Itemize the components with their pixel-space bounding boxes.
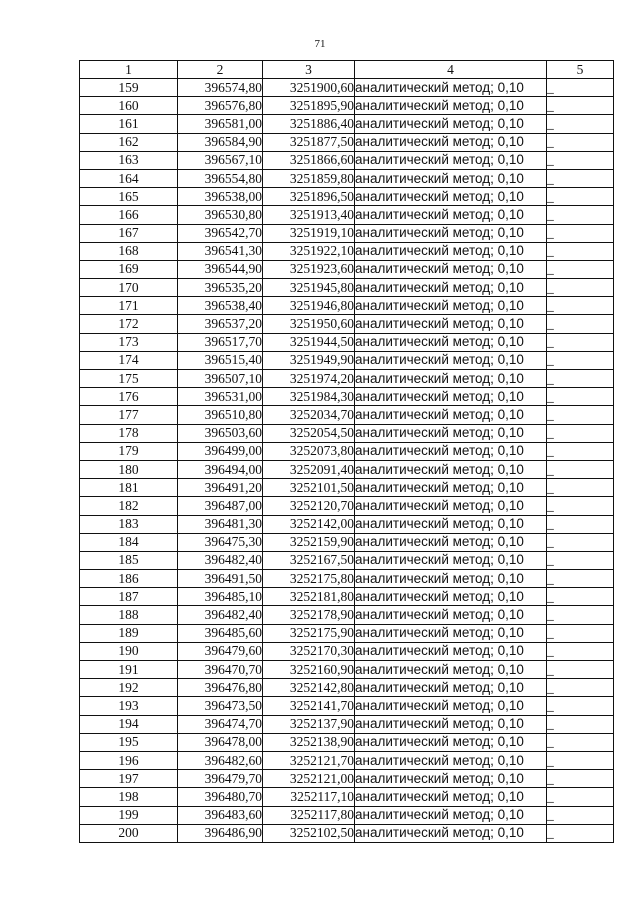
method-cell: аналитический метод; 0,10 xyxy=(355,351,547,369)
point-number-cell: 190 xyxy=(80,642,178,660)
x-coordinate-cell: 396542,70 xyxy=(178,224,263,242)
x-coordinate-cell: 396478,00 xyxy=(178,733,263,751)
method-cell: аналитический метод; 0,10 xyxy=(355,460,547,478)
table-row xyxy=(80,606,614,624)
x-coordinate-cell: 396475,30 xyxy=(178,533,263,551)
x-coordinate-cell: 396491,20 xyxy=(178,479,263,497)
point-number-cell: 174 xyxy=(80,351,178,369)
method-cell: аналитический метод; 0,10 xyxy=(355,188,547,206)
y-coordinate-cell: 3251919,10 xyxy=(263,224,355,242)
x-coordinate-cell: 396482,40 xyxy=(178,606,263,624)
y-coordinate-cell: 3251895,90 xyxy=(263,97,355,115)
x-coordinate-cell: 396485,10 xyxy=(178,588,263,606)
table-row xyxy=(80,224,614,242)
y-coordinate-cell: 3252117,10 xyxy=(263,788,355,806)
note-cell: _ xyxy=(547,333,614,351)
table-row xyxy=(80,206,614,224)
method-cell: аналитический метод; 0,10 xyxy=(355,297,547,315)
method-cell: аналитический метод; 0,10 xyxy=(355,697,547,715)
note-cell: _ xyxy=(547,442,614,460)
x-coordinate-cell: 396517,70 xyxy=(178,333,263,351)
point-number-cell: 189 xyxy=(80,624,178,642)
point-number-cell: 196 xyxy=(80,751,178,769)
y-coordinate-cell: 3252138,90 xyxy=(263,733,355,751)
note-cell: _ xyxy=(547,751,614,769)
y-coordinate-cell: 3251922,10 xyxy=(263,242,355,260)
x-coordinate-cell: 396537,20 xyxy=(178,315,263,333)
table-row xyxy=(80,115,614,133)
point-number-cell: 194 xyxy=(80,715,178,733)
method-cell: аналитический метод; 0,10 xyxy=(355,497,547,515)
table-row xyxy=(80,715,614,733)
note-cell: _ xyxy=(547,479,614,497)
y-coordinate-cell: 3252137,90 xyxy=(263,715,355,733)
table-row xyxy=(80,188,614,206)
x-coordinate-cell: 396576,80 xyxy=(178,97,263,115)
method-cell: аналитический метод; 0,10 xyxy=(355,424,547,442)
note-cell: _ xyxy=(547,624,614,642)
method-cell: аналитический метод; 0,10 xyxy=(355,133,547,151)
note-cell: _ xyxy=(547,297,614,315)
point-number-cell: 172 xyxy=(80,315,178,333)
y-coordinate-cell: 3252121,00 xyxy=(263,770,355,788)
method-cell: аналитический метод; 0,10 xyxy=(355,79,547,97)
note-cell: _ xyxy=(547,497,614,515)
point-number-cell: 187 xyxy=(80,588,178,606)
point-number-cell: 177 xyxy=(80,406,178,424)
note-cell: _ xyxy=(547,551,614,569)
y-coordinate-cell: 3251945,80 xyxy=(263,279,355,297)
point-number-cell: 184 xyxy=(80,533,178,551)
table-row xyxy=(80,533,614,551)
x-coordinate-cell: 396541,30 xyxy=(178,242,263,260)
note-cell: _ xyxy=(547,406,614,424)
table-header xyxy=(80,61,614,79)
point-number-cell: 171 xyxy=(80,297,178,315)
method-cell: аналитический метод; 0,10 xyxy=(355,370,547,388)
x-coordinate-cell: 396483,60 xyxy=(178,806,263,824)
point-number-cell: 169 xyxy=(80,260,178,278)
y-coordinate-cell: 3252167,50 xyxy=(263,551,355,569)
table-row xyxy=(80,151,614,169)
method-cell: аналитический метод; 0,10 xyxy=(355,551,547,569)
x-coordinate-cell: 396515,40 xyxy=(178,351,263,369)
y-coordinate-cell: 3252054,50 xyxy=(263,424,355,442)
method-cell: аналитический метод; 0,10 xyxy=(355,588,547,606)
point-number-cell: 160 xyxy=(80,97,178,115)
table-row xyxy=(80,661,614,679)
x-coordinate-cell: 396503,60 xyxy=(178,424,263,442)
point-number-cell: 188 xyxy=(80,606,178,624)
method-cell: аналитический метод; 0,10 xyxy=(355,606,547,624)
point-number-cell: 164 xyxy=(80,169,178,187)
x-coordinate-cell: 396473,50 xyxy=(178,697,263,715)
note-cell: _ xyxy=(547,133,614,151)
method-cell: аналитический метод; 0,10 xyxy=(355,824,547,842)
method-cell: аналитический метод; 0,10 xyxy=(355,751,547,769)
y-coordinate-cell: 3252181,80 xyxy=(263,588,355,606)
x-coordinate-cell: 396581,00 xyxy=(178,115,263,133)
table-row xyxy=(80,479,614,497)
x-coordinate-cell: 396491,50 xyxy=(178,570,263,588)
method-cell: аналитический метод; 0,10 xyxy=(355,151,547,169)
point-number-cell: 195 xyxy=(80,733,178,751)
y-coordinate-cell: 3251946,80 xyxy=(263,297,355,315)
point-number-cell: 162 xyxy=(80,133,178,151)
point-number-cell: 193 xyxy=(80,697,178,715)
x-coordinate-cell: 396476,80 xyxy=(178,679,263,697)
header-cell-3: 3 xyxy=(263,61,355,79)
x-coordinate-cell: 396485,60 xyxy=(178,624,263,642)
note-cell: _ xyxy=(547,188,614,206)
table-row xyxy=(80,551,614,569)
point-number-cell: 167 xyxy=(80,224,178,242)
method-cell: аналитический метод; 0,10 xyxy=(355,570,547,588)
y-coordinate-cell: 3252091,40 xyxy=(263,460,355,478)
x-coordinate-cell: 396479,70 xyxy=(178,770,263,788)
table-row xyxy=(80,770,614,788)
note-cell: _ xyxy=(547,169,614,187)
point-number-cell: 159 xyxy=(80,79,178,97)
table-row xyxy=(80,388,614,406)
table-row xyxy=(80,624,614,642)
note-cell: _ xyxy=(547,642,614,660)
note-cell: _ xyxy=(547,151,614,169)
header-row xyxy=(80,61,614,79)
note-cell: _ xyxy=(547,460,614,478)
note-cell: _ xyxy=(547,79,614,97)
table-body xyxy=(80,79,614,843)
coordinates-table xyxy=(79,60,614,843)
table-row xyxy=(80,733,614,751)
y-coordinate-cell: 3251950,60 xyxy=(263,315,355,333)
y-coordinate-cell: 3252142,00 xyxy=(263,515,355,533)
table-row xyxy=(80,351,614,369)
header-cell-4: 4 xyxy=(355,61,547,79)
point-number-cell: 191 xyxy=(80,661,178,679)
y-coordinate-cell: 3252175,80 xyxy=(263,570,355,588)
page-number: 71 xyxy=(314,38,326,50)
y-coordinate-cell: 3251886,40 xyxy=(263,115,355,133)
table-row xyxy=(80,806,614,824)
x-coordinate-cell: 396470,70 xyxy=(178,661,263,679)
x-coordinate-cell: 396538,40 xyxy=(178,297,263,315)
method-cell: аналитический метод; 0,10 xyxy=(355,770,547,788)
method-cell: аналитический метод; 0,10 xyxy=(355,806,547,824)
y-coordinate-cell: 3252160,90 xyxy=(263,661,355,679)
method-cell: аналитический метод; 0,10 xyxy=(355,533,547,551)
y-coordinate-cell: 3252142,80 xyxy=(263,679,355,697)
y-coordinate-cell: 3252073,80 xyxy=(263,442,355,460)
y-coordinate-cell: 3252175,90 xyxy=(263,624,355,642)
x-coordinate-cell: 396554,80 xyxy=(178,169,263,187)
point-number-cell: 183 xyxy=(80,515,178,533)
method-cell: аналитический метод; 0,10 xyxy=(355,315,547,333)
x-coordinate-cell: 396574,80 xyxy=(178,79,263,97)
y-coordinate-cell: 3251866,60 xyxy=(263,151,355,169)
table-row xyxy=(80,497,614,515)
y-coordinate-cell: 3252101,50 xyxy=(263,479,355,497)
y-coordinate-cell: 3251913,40 xyxy=(263,206,355,224)
table-row xyxy=(80,406,614,424)
table-row xyxy=(80,169,614,187)
x-coordinate-cell: 396481,30 xyxy=(178,515,263,533)
x-coordinate-cell: 396567,10 xyxy=(178,151,263,169)
x-coordinate-cell: 396479,60 xyxy=(178,642,263,660)
point-number-cell: 175 xyxy=(80,370,178,388)
method-cell: аналитический метод; 0,10 xyxy=(355,642,547,660)
point-number-cell: 170 xyxy=(80,279,178,297)
table-row xyxy=(80,242,614,260)
note-cell: _ xyxy=(547,242,614,260)
y-coordinate-cell: 3251984,30 xyxy=(263,388,355,406)
x-coordinate-cell: 396499,00 xyxy=(178,442,263,460)
method-cell: аналитический метод; 0,10 xyxy=(355,97,547,115)
table-row xyxy=(80,424,614,442)
point-number-cell: 173 xyxy=(80,333,178,351)
table-row xyxy=(80,515,614,533)
table-row xyxy=(80,570,614,588)
note-cell: _ xyxy=(547,424,614,442)
method-cell: аналитический метод; 0,10 xyxy=(355,442,547,460)
header-cell-1: 1 xyxy=(80,61,178,79)
y-coordinate-cell: 3251896,50 xyxy=(263,188,355,206)
method-cell: аналитический метод; 0,10 xyxy=(355,788,547,806)
table-row xyxy=(80,370,614,388)
note-cell: _ xyxy=(547,533,614,551)
method-cell: аналитический метод; 0,10 xyxy=(355,279,547,297)
x-coordinate-cell: 396584,90 xyxy=(178,133,263,151)
table-row xyxy=(80,133,614,151)
point-number-cell: 168 xyxy=(80,242,178,260)
table-row xyxy=(80,588,614,606)
table-row xyxy=(80,97,614,115)
table-row xyxy=(80,460,614,478)
y-coordinate-cell: 3252159,90 xyxy=(263,533,355,551)
y-coordinate-cell: 3251859,80 xyxy=(263,169,355,187)
method-cell: аналитический метод; 0,10 xyxy=(355,661,547,679)
note-cell: _ xyxy=(547,315,614,333)
note-cell: _ xyxy=(547,606,614,624)
note-cell: _ xyxy=(547,515,614,533)
note-cell: _ xyxy=(547,770,614,788)
note-cell: _ xyxy=(547,388,614,406)
x-coordinate-cell: 396538,00 xyxy=(178,188,263,206)
note-cell: _ xyxy=(547,206,614,224)
y-coordinate-cell: 3252102,50 xyxy=(263,824,355,842)
table-row xyxy=(80,751,614,769)
table-row xyxy=(80,788,614,806)
note-cell: _ xyxy=(547,715,614,733)
method-cell: аналитический метод; 0,10 xyxy=(355,515,547,533)
point-number-cell: 197 xyxy=(80,770,178,788)
point-number-cell: 161 xyxy=(80,115,178,133)
method-cell: аналитический метод; 0,10 xyxy=(355,624,547,642)
x-coordinate-cell: 396486,90 xyxy=(178,824,263,842)
note-cell: _ xyxy=(547,115,614,133)
point-number-cell: 163 xyxy=(80,151,178,169)
y-coordinate-cell: 3251923,60 xyxy=(263,260,355,278)
x-coordinate-cell: 396487,00 xyxy=(178,497,263,515)
method-cell: аналитический метод; 0,10 xyxy=(355,242,547,260)
y-coordinate-cell: 3251949,90 xyxy=(263,351,355,369)
y-coordinate-cell: 3251974,20 xyxy=(263,370,355,388)
note-cell: _ xyxy=(547,697,614,715)
table-row xyxy=(80,315,614,333)
method-cell: аналитический метод; 0,10 xyxy=(355,479,547,497)
x-coordinate-cell: 396482,40 xyxy=(178,551,263,569)
note-cell: _ xyxy=(547,806,614,824)
table-row xyxy=(80,279,614,297)
method-cell: аналитический метод; 0,10 xyxy=(355,115,547,133)
table-row xyxy=(80,642,614,660)
method-cell: аналитический метод; 0,10 xyxy=(355,260,547,278)
point-number-cell: 198 xyxy=(80,788,178,806)
x-coordinate-cell: 396510,80 xyxy=(178,406,263,424)
y-coordinate-cell: 3252034,70 xyxy=(263,406,355,424)
note-cell: _ xyxy=(547,588,614,606)
y-coordinate-cell: 3252120,70 xyxy=(263,497,355,515)
point-number-cell: 178 xyxy=(80,424,178,442)
note-cell: _ xyxy=(547,788,614,806)
method-cell: аналитический метод; 0,10 xyxy=(355,169,547,187)
method-cell: аналитический метод; 0,10 xyxy=(355,206,547,224)
method-cell: аналитический метод; 0,10 xyxy=(355,679,547,697)
note-cell: _ xyxy=(547,570,614,588)
x-coordinate-cell: 396494,00 xyxy=(178,460,263,478)
header-cell-5: 5 xyxy=(547,61,614,79)
note-cell: _ xyxy=(547,97,614,115)
method-cell: аналитический метод; 0,10 xyxy=(355,715,547,733)
y-coordinate-cell: 3251900,60 xyxy=(263,79,355,97)
method-cell: аналитический метод; 0,10 xyxy=(355,224,547,242)
table-row xyxy=(80,260,614,278)
point-number-cell: 199 xyxy=(80,806,178,824)
x-coordinate-cell: 396474,70 xyxy=(178,715,263,733)
y-coordinate-cell: 3252141,70 xyxy=(263,697,355,715)
point-number-cell: 179 xyxy=(80,442,178,460)
point-number-cell: 200 xyxy=(80,824,178,842)
note-cell: _ xyxy=(547,824,614,842)
x-coordinate-cell: 396535,20 xyxy=(178,279,263,297)
x-coordinate-cell: 396482,60 xyxy=(178,751,263,769)
table-row xyxy=(80,824,614,842)
table-row xyxy=(80,442,614,460)
table-row xyxy=(80,297,614,315)
x-coordinate-cell: 396544,90 xyxy=(178,260,263,278)
point-number-cell: 182 xyxy=(80,497,178,515)
table-row xyxy=(80,697,614,715)
header-cell-2: 2 xyxy=(178,61,263,79)
method-cell: аналитический метод; 0,10 xyxy=(355,333,547,351)
table-row xyxy=(80,333,614,351)
y-coordinate-cell: 3251944,50 xyxy=(263,333,355,351)
point-number-cell: 185 xyxy=(80,551,178,569)
point-number-cell: 166 xyxy=(80,206,178,224)
method-cell: аналитический метод; 0,10 xyxy=(355,406,547,424)
note-cell: _ xyxy=(547,679,614,697)
point-number-cell: 176 xyxy=(80,388,178,406)
x-coordinate-cell: 396507,10 xyxy=(178,370,263,388)
note-cell: _ xyxy=(547,279,614,297)
point-number-cell: 181 xyxy=(80,479,178,497)
table-row xyxy=(80,79,614,97)
method-cell: аналитический метод; 0,10 xyxy=(355,733,547,751)
table-row xyxy=(80,679,614,697)
x-coordinate-cell: 396480,70 xyxy=(178,788,263,806)
y-coordinate-cell: 3251877,50 xyxy=(263,133,355,151)
y-coordinate-cell: 3252170,30 xyxy=(263,642,355,660)
note-cell: _ xyxy=(547,260,614,278)
note-cell: _ xyxy=(547,661,614,679)
note-cell: _ xyxy=(547,733,614,751)
y-coordinate-cell: 3252178,90 xyxy=(263,606,355,624)
x-coordinate-cell: 396530,80 xyxy=(178,206,263,224)
method-cell: аналитический метод; 0,10 xyxy=(355,388,547,406)
point-number-cell: 165 xyxy=(80,188,178,206)
point-number-cell: 192 xyxy=(80,679,178,697)
note-cell: _ xyxy=(547,351,614,369)
point-number-cell: 186 xyxy=(80,570,178,588)
y-coordinate-cell: 3252117,80 xyxy=(263,806,355,824)
note-cell: _ xyxy=(547,224,614,242)
x-coordinate-cell: 396531,00 xyxy=(178,388,263,406)
y-coordinate-cell: 3252121,70 xyxy=(263,751,355,769)
point-number-cell: 180 xyxy=(80,460,178,478)
note-cell: _ xyxy=(547,370,614,388)
